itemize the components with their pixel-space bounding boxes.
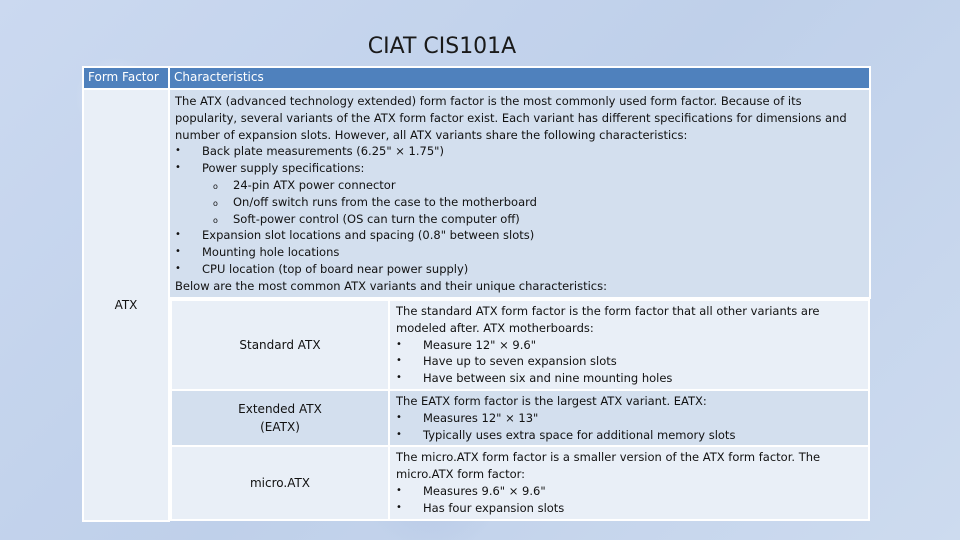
variant-name-standard bbox=[171, 300, 389, 390]
table-row bbox=[83, 89, 870, 298]
variant-desc-text: The standard ATX form factor is the form factor that all other variants are modeled after. ATX motherboards: bbox=[396, 304, 820, 335]
variant-desc-text: The EATX form factor is the largest ATX variant. EATX: bbox=[396, 393, 707, 408]
atx-description bbox=[170, 90, 869, 295]
header-characteristics bbox=[169, 67, 870, 89]
list-item: • Measures 12" × 13" bbox=[396, 410, 864, 427]
list-item: • Expansion slot locations and spacing (0.8" between slots) bbox=[175, 227, 865, 244]
list-item: o On/off switch runs from the case to the motherboard bbox=[175, 194, 865, 211]
variant-name-label: Standard ATX bbox=[239, 337, 321, 352]
list-item: • Have between six and nine mounting holes bbox=[396, 370, 864, 387]
variant-desc-microatx bbox=[389, 446, 869, 519]
header-characteristics-label: Characteristics bbox=[174, 70, 264, 84]
variant-desc-text: The micro.ATX form factor is a smaller version of the ATX form factor. The micro.ATX form factor: bbox=[396, 450, 821, 482]
table-header-row bbox=[83, 67, 870, 89]
variant-name-label: Extended ATX bbox=[238, 402, 322, 417]
variants-cell bbox=[169, 298, 870, 521]
list-item: o Soft-power control (OS can turn the computer off) bbox=[175, 211, 865, 228]
atx-outro: Below are the most common ATX variants and their unique characteristics: bbox=[175, 278, 607, 293]
header-form-factor-label: Form Factor bbox=[88, 70, 159, 84]
variant-row-eatx bbox=[171, 390, 869, 446]
variant-name-microatx bbox=[171, 446, 389, 519]
slide-title: CIAT CIS101A bbox=[367, 34, 517, 59]
variant-name-label: micro.ATX bbox=[249, 475, 311, 490]
header-form-factor bbox=[83, 67, 169, 89]
list-item: • Measures 9.6" × 9.6" bbox=[396, 483, 864, 500]
variant-row-microatx bbox=[171, 446, 869, 519]
atx-characteristics-cell bbox=[169, 89, 870, 298]
atx-label: ATX bbox=[114, 297, 138, 312]
list-item: • Power supply specifications: bbox=[175, 160, 865, 177]
variant-row-standard bbox=[171, 300, 869, 390]
list-item: • Back plate measurements (6.25" × 1.75") bbox=[175, 143, 865, 160]
list-item: • Mounting hole locations bbox=[175, 244, 865, 261]
variants-table bbox=[170, 299, 870, 521]
atx-intro: The ATX (advanced technology extended) form factor is the most commonly used form factor. Because of its popularity, several variants of the ATX form factor exist. Each variant has different specifications for dimensions and number of expansion slots. However, all ATX variants share the following characteristics: bbox=[175, 94, 847, 142]
list-item: o 24-pin ATX power connector bbox=[175, 177, 865, 194]
list-item: • Measure 12" × 9.6" bbox=[396, 337, 864, 354]
list-item: • Has four expansion slots bbox=[396, 500, 864, 517]
list-item: • CPU location (top of board near power supply) bbox=[175, 261, 865, 278]
variant-desc-eatx bbox=[389, 390, 869, 446]
row-label-atx bbox=[83, 89, 169, 521]
list-item: • Have up to seven expansion slots bbox=[396, 353, 864, 370]
form-factor-table bbox=[82, 66, 871, 522]
variant-name-eatx bbox=[171, 390, 389, 446]
list-item: • Typically uses extra space for additional memory slots bbox=[396, 427, 864, 444]
variant-desc-standard bbox=[389, 300, 869, 390]
variant-name-label: (EATX) bbox=[260, 420, 300, 435]
table-row bbox=[83, 298, 870, 521]
